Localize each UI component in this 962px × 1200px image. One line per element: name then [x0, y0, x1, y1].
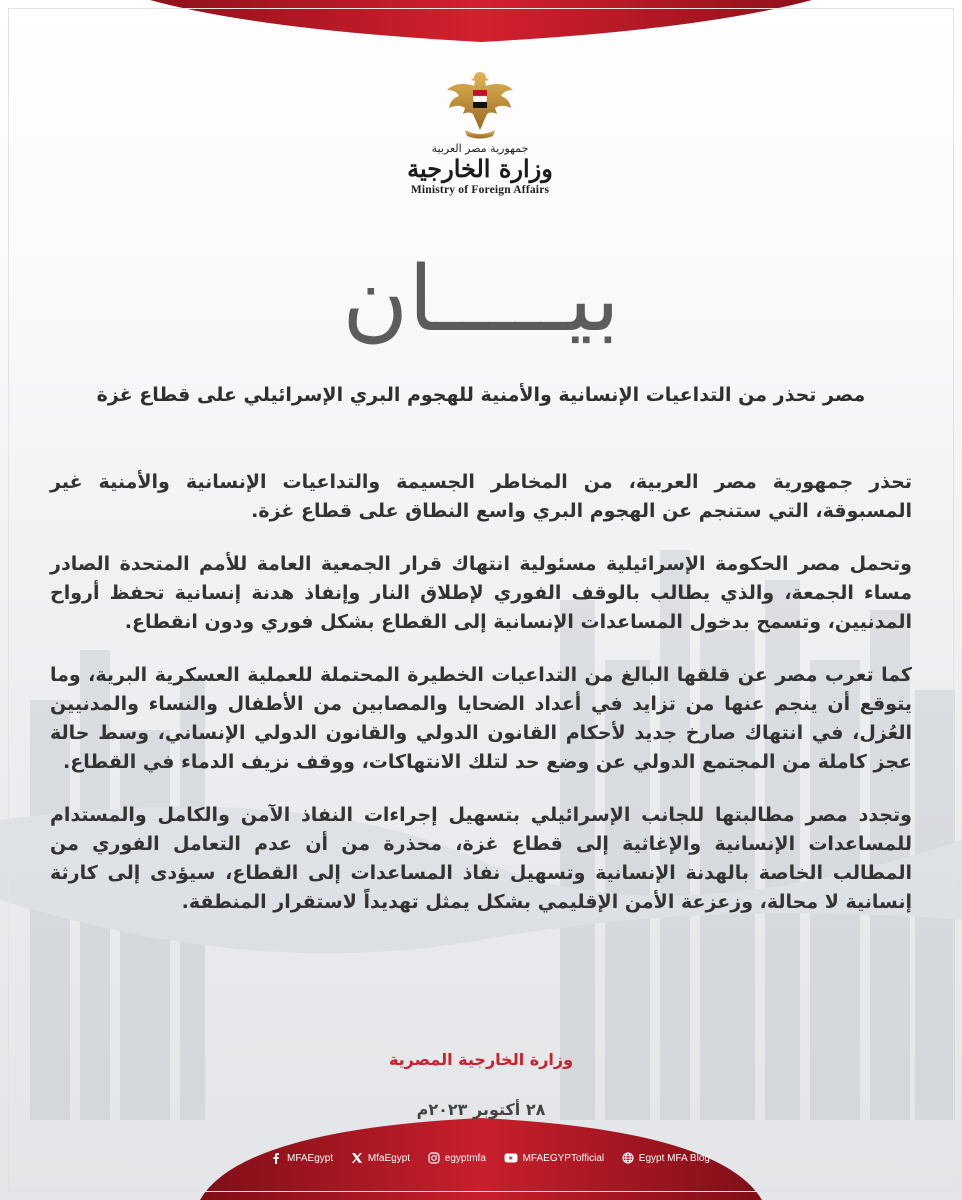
social-label: MFAEGYPTofficial: [522, 1152, 605, 1164]
facebook-icon: [270, 1152, 282, 1164]
social-label: egyptmfa: [444, 1152, 486, 1164]
statement-date: ٢٨ أكتوبر ٢٠٢٣م: [416, 1100, 546, 1119]
paragraph: تحذر جمهورية مصر العربية، من المخاطر الجسيمة والتداعيات الإنسانية والأمنية غير المسبوقة، التي ستنجم عن الهجوم البري واسع النطاق على قطاع غزة.: [50, 471, 912, 522]
social-blog[interactable]: [622, 1152, 710, 1164]
social-instagram[interactable]: [428, 1152, 486, 1164]
x-icon: [351, 1152, 363, 1164]
statement-body: [50, 468, 912, 941]
paragraph: كما تعرب مصر عن قلقها البالغ من التداعيات الخطيرة المحتملة للعملية العسكرية البرية، وما يتوقع أن ينجم عنها من تزايد في أعداد الضحايا والمصابين من الأطفال والنساء والمدنيين العُزل، في انتهاك صارخ جديد لأحكام القانون الدولي والقانون الدولي الإنساني، وسط حالة عجز كاملة من المجتمع الدولي عن وضع حد لتلك الانتهاكات، ووقف نزيف الدماء في القطاع.: [50, 664, 912, 773]
paragraph: وتحمل مصر الحكومة الإسرائيلية مسئولية انتهاك قرار الجمعية العامة للأمم المتحدة الصادر مساء الجمعة، والذي يطالب بالوقف الفوري لإطلاق النار وإنفاذ هدنة إنسانية تحفظ أرواح المدنيين، وتسمح بدخول المساعدات الإنسانية إلى القطاع بشكل فوري ودون انقطاع.: [50, 553, 912, 633]
republic-text: جمهورية مصر العربية: [431, 142, 529, 155]
page-title: بيـــــان: [342, 247, 620, 352]
ministry-arabic-name: وزارة الخارجية: [407, 154, 553, 183]
social-label: MFAEgypt: [287, 1152, 334, 1164]
signature: وزارة الخارجية المصرية: [388, 1050, 574, 1069]
paragraph: وتجدد مصر مطالبتها للجانب الإسرائيلي بتسهيل إجراءات النفاذ الآمن والكامل والمستدام للمساعدات الإنسانية والإغاثية إلى قطاع غزة، محذرة من أن عدم التعامل الفوري من المطالب الخاصة بالهدنة الإنسانية وتسهيل نفاذ المساعدات إلى القطاع، سيؤدى إلى كارثة إنسانية لا محالة، وزعزعة الأمن الإقليمي بشكل يمثل تهديداً لاستقرار المنطقة.: [50, 804, 912, 913]
ministry-english-name: Ministry of Foreign Affairs: [410, 184, 550, 196]
globe-icon: [622, 1152, 634, 1164]
social-label: Egypt MFA Blog: [638, 1152, 710, 1164]
statement-subtitle: مصر تحذر من التداعيات الإنسانية والأمنية للهجوم البري الإسرائيلي على قطاع غزة: [96, 384, 866, 406]
social-youtube[interactable]: [504, 1152, 605, 1164]
instagram-icon: [428, 1152, 440, 1164]
social-facebook[interactable]: [270, 1152, 333, 1164]
youtube-icon: [504, 1152, 518, 1164]
eagle-emblem-icon: [443, 68, 517, 142]
social-links: [270, 1146, 710, 1170]
social-x[interactable]: [351, 1152, 410, 1164]
social-label: MfaEgypt: [367, 1152, 411, 1164]
top-red-ribbon: [0, 0, 962, 70]
ministry-logo: [400, 68, 560, 218]
